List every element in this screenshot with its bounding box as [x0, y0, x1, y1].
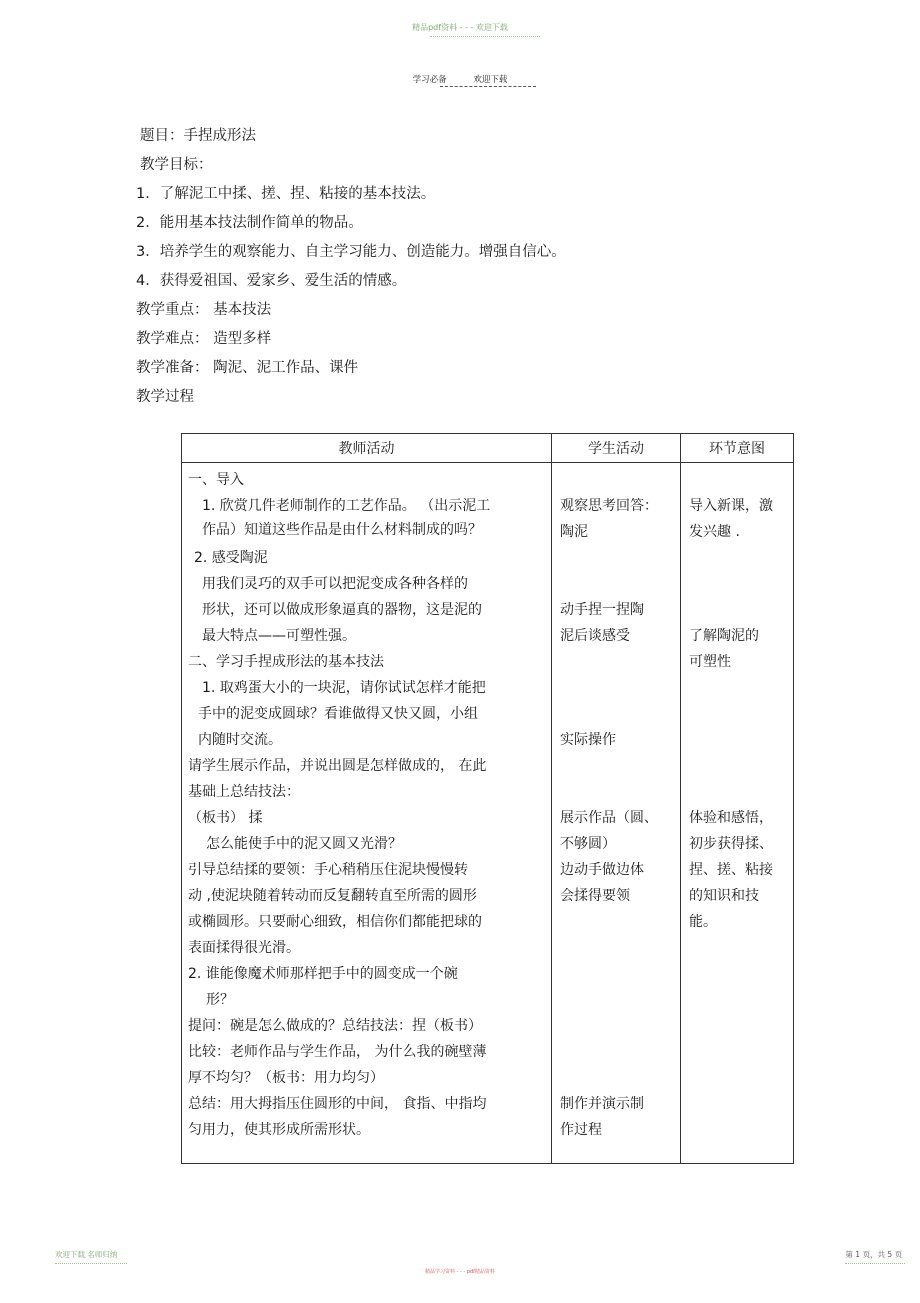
teacher-line: 提问：碗是怎么做成的？总结技法：捏（板书）	[188, 1018, 482, 1034]
student-column	[552, 463, 681, 1164]
teacher-line: 一、导入	[188, 472, 244, 488]
bottom-right-dots	[845, 1263, 905, 1264]
intent-line: 能。	[689, 914, 717, 930]
teacher-line: 基础上总结技法：	[188, 784, 300, 800]
teacher-line: 最大特点——可塑性强。	[202, 628, 356, 644]
teacher-line: 用我们灵巧的双手可以把泥变成各种各样的	[202, 576, 468, 592]
teacher-line: 2. 谁能像魔术师那样把手中的圆变成一个碗	[188, 966, 458, 982]
intent-line: 初步获得揉、	[689, 836, 773, 852]
teacher-line: 内随时交流。	[198, 732, 282, 748]
page-number: 第 1 页，共 5 页	[845, 1250, 902, 1259]
intent-line: 了解陶泥的	[689, 628, 759, 644]
objective-item: 2．能用基本技法制作简单的物品。	[136, 215, 363, 231]
student-line: 泥后谈感受	[560, 628, 630, 644]
objective-item: 4．获得爱祖国、爱家乡、爱生活的情感。	[136, 273, 407, 289]
teacher-line: 厚不均匀？（板书：用力均匀）	[188, 1070, 384, 1086]
teacher-line: 引导总结揉的要领：手心稍稍压住泥块慢慢转	[188, 862, 468, 878]
student-line: 会揉得要领	[560, 888, 630, 904]
intent-line: 的知识和技	[689, 888, 759, 904]
intent-line: 导入新课，激	[689, 498, 773, 514]
process-label: 教学过程	[136, 389, 194, 405]
header-rule	[440, 86, 536, 87]
process-table	[181, 433, 794, 1164]
teacher-line: 手中的泥变成圆球？看谁做得又快又圆，小组	[198, 706, 478, 722]
teacher-line: 请学生展示作品，并说出圆是怎样做成的， 在此	[188, 758, 487, 774]
student-line: 观察思考回答：	[560, 498, 658, 514]
student-line: 制作并演示制	[560, 1096, 644, 1112]
objective-item: 3．培养学生的观察能力、自主学习能力、创造能力。增强自信心。	[136, 244, 566, 260]
bottom-center-watermark: 精品学习资料 - - - pdf精品资料	[425, 1269, 495, 1275]
teacher-line: 作品）知道这些作品是由什么材料制成的吗？	[202, 522, 482, 538]
lesson-title: 题目：手捏成形法	[140, 128, 256, 144]
bottom-left-dots	[55, 1263, 127, 1264]
top-watermark: 精品pdf资料 - - - 欢迎下载	[412, 23, 508, 32]
header-teacher: 教师活动	[182, 434, 552, 463]
intent-column	[681, 463, 794, 1164]
header-student: 学生活动	[552, 434, 681, 463]
teacher-line: 动 ,使泥块随着转动而反复翻转直至所需的圆形	[188, 888, 477, 904]
top-watermark-dots	[430, 36, 540, 37]
objectives-label: 教学目标：	[140, 157, 213, 173]
key-point: 教学重点： 基本技法	[136, 302, 272, 318]
student-line: 展示作品（圆、	[560, 810, 658, 826]
student-line: 不够圆）	[560, 836, 616, 852]
bottom-left-watermark: 欢迎下载 名师归纳	[55, 1250, 118, 1259]
teacher-line: 形？	[206, 992, 234, 1008]
student-line: 实际操作	[560, 732, 616, 748]
teacher-line: 匀用力，使其形成所需形状。	[188, 1122, 370, 1138]
header-right: 欢迎下载	[473, 75, 508, 85]
intent-line: 可塑性	[689, 654, 731, 670]
student-line: 动手捏一捏陶	[560, 602, 644, 618]
intent-line: 捏、搓、粘接	[689, 862, 773, 878]
teacher-line: 比较：老师作品与学生作品， 为什么我的碗壁薄	[188, 1044, 487, 1060]
teacher-line: 1. 欣赏几件老师制作的工艺作品。 （出示泥工	[202, 498, 491, 514]
header-intent: 环节意图	[681, 434, 794, 463]
student-line: 边动手做边体	[560, 862, 644, 878]
header-left: 学习必备	[412, 75, 447, 85]
teacher-line: 总结：用大拇指压住圆形的中间， 食指、中指均	[188, 1096, 487, 1112]
teacher-line: 表面揉得很光滑。	[188, 940, 300, 956]
page-header	[0, 73, 920, 85]
student-line: 陶泥	[560, 524, 588, 540]
teacher-line: 2. 感受陶泥	[194, 550, 268, 566]
objective-item: 1．了解泥工中揉、搓、捏、粘接的基本技法。	[136, 186, 436, 202]
lesson-intro	[136, 122, 566, 412]
teacher-line: 怎么能使手中的泥又圆又光滑？	[206, 836, 402, 852]
difficulty: 教学难点： 造型多样	[136, 331, 272, 347]
teacher-line: 或椭圆形。只要耐心细致，相信你们都能把球的	[188, 914, 482, 930]
intent-line: 发兴趣 .	[689, 524, 740, 540]
teacher-line: （板书） 揉	[188, 810, 263, 826]
student-line: 作过程	[560, 1122, 602, 1138]
intent-line: 体验和感悟，	[689, 810, 773, 826]
teacher-line: 形状，还可以做成形象逼真的器物，这是泥的	[202, 602, 482, 618]
preparation: 教学准备： 陶泥、泥工作品、课件	[136, 360, 359, 376]
teacher-line: 1. 取鸡蛋大小的一块泥，请你试试怎样才能把	[202, 680, 486, 696]
teacher-column	[182, 463, 552, 1164]
teacher-line: 二、学习手捏成形法的基本技法	[188, 654, 384, 670]
